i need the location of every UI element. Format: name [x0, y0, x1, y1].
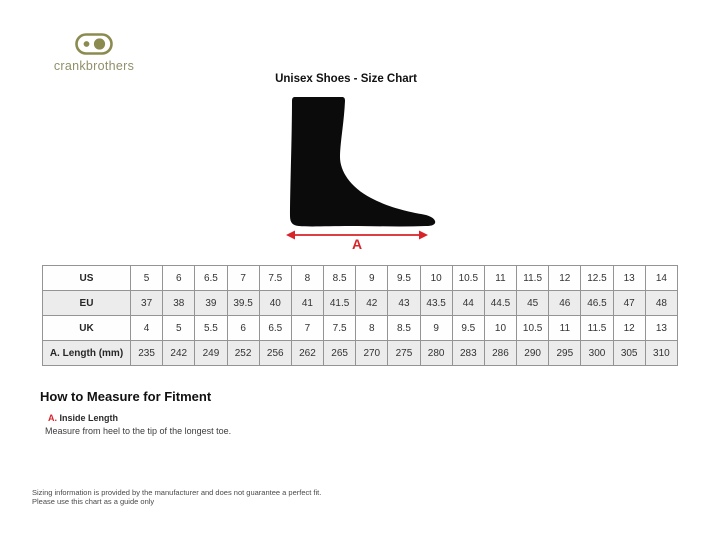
- size-cell: 48: [645, 291, 677, 316]
- size-table-row: [43, 291, 678, 316]
- pedal-icon: [75, 33, 113, 55]
- measure-item-description: Measure from heel to the tip of the longest toe.: [45, 426, 232, 436]
- footer-line-2: Please use this chart as a guide only: [32, 497, 155, 506]
- size-row-label: EU: [43, 291, 131, 316]
- size-cell: 6: [163, 266, 195, 291]
- brand-logo: [52, 33, 136, 73]
- size-table-body: [43, 266, 678, 366]
- size-cell: 43: [388, 291, 420, 316]
- size-cell: 10: [484, 316, 516, 341]
- size-cell: 4: [131, 316, 163, 341]
- size-cell: 40: [259, 291, 291, 316]
- size-cell: 10.5: [517, 316, 549, 341]
- size-cell: 10: [420, 266, 452, 291]
- measure-item-a: [45, 413, 231, 436]
- size-cell: 12: [613, 316, 645, 341]
- size-cell: 39.5: [227, 291, 259, 316]
- size-row-label: UK: [43, 316, 131, 341]
- size-cell: 41: [291, 291, 323, 316]
- page-title: Unisex Shoes - Size Chart: [275, 73, 417, 85]
- size-cell: 290: [517, 341, 549, 366]
- size-cell: 12: [549, 266, 581, 291]
- measure-section-heading: How to Measure for Fitment: [40, 389, 212, 404]
- foot-measurement-figure: [268, 95, 438, 257]
- size-row-label: A. Length (mm): [43, 341, 131, 366]
- size-cell: 14: [645, 266, 677, 291]
- size-cell: 283: [452, 341, 484, 366]
- size-cell: 6: [227, 316, 259, 341]
- footer-disclaimer: [32, 488, 321, 506]
- footer-line-1: Sizing information is provided by the manufacturer and does not guarantee a perfect fit.: [32, 488, 322, 497]
- length-arrow-label: A: [351, 236, 363, 252]
- size-cell: 280: [420, 341, 452, 366]
- size-cell: 262: [291, 341, 323, 366]
- size-cell: 11: [549, 316, 581, 341]
- size-cell: 7: [227, 266, 259, 291]
- size-row-label: US: [43, 266, 131, 291]
- size-cell: 242: [163, 341, 195, 366]
- size-cell: 8.5: [324, 266, 356, 291]
- size-cell: 305: [613, 341, 645, 366]
- size-table-row: [43, 316, 678, 341]
- size-cell: 9: [356, 266, 388, 291]
- size-cell: 9: [420, 316, 452, 341]
- size-cell: 10.5: [452, 266, 484, 291]
- size-cell: 275: [388, 341, 420, 366]
- size-table-row: [43, 266, 678, 291]
- size-cell: 5.5: [195, 316, 227, 341]
- size-cell: 300: [581, 341, 613, 366]
- size-cell: 47: [613, 291, 645, 316]
- size-cell: 235: [131, 341, 163, 366]
- size-cell: 5: [163, 316, 195, 341]
- size-cell: 249: [195, 341, 227, 366]
- size-cell: 8: [356, 316, 388, 341]
- foot-silhouette: [290, 97, 435, 226]
- size-cell: 9.5: [388, 266, 420, 291]
- size-cell: 310: [645, 341, 677, 366]
- size-cell: 37: [131, 291, 163, 316]
- size-cell: 11.5: [581, 316, 613, 341]
- size-cell: 11.5: [517, 266, 549, 291]
- size-cell: 9.5: [452, 316, 484, 341]
- size-cell: 286: [484, 341, 516, 366]
- measure-item-title-text: Inside Length: [57, 413, 119, 423]
- size-cell: 295: [549, 341, 581, 366]
- size-cell: 44: [452, 291, 484, 316]
- size-cell: 265: [324, 341, 356, 366]
- size-cell: 13: [645, 316, 677, 341]
- size-cell: 39: [195, 291, 227, 316]
- size-conversion-table: [42, 265, 678, 366]
- size-cell: 43.5: [420, 291, 452, 316]
- size-cell: 7.5: [324, 316, 356, 341]
- size-cell: 38: [163, 291, 195, 316]
- size-cell: 8.5: [388, 316, 420, 341]
- size-cell: 256: [259, 341, 291, 366]
- size-cell: 13: [613, 266, 645, 291]
- size-table-row: [43, 341, 678, 366]
- brand-name: crankbrothers: [53, 59, 135, 73]
- size-cell: 12.5: [581, 266, 613, 291]
- foot-silhouette-image: [268, 95, 438, 241]
- size-cell: 42: [356, 291, 388, 316]
- size-cell: 7: [291, 316, 323, 341]
- size-cell: 252: [227, 341, 259, 366]
- size-cell: 270: [356, 341, 388, 366]
- size-cell: 46: [549, 291, 581, 316]
- size-cell: 7.5: [259, 266, 291, 291]
- size-cell: 6.5: [195, 266, 227, 291]
- size-cell: 44.5: [484, 291, 516, 316]
- measure-item-title: [48, 413, 231, 423]
- size-cell: 8: [291, 266, 323, 291]
- size-cell: 6.5: [259, 316, 291, 341]
- size-cell: 11: [484, 266, 516, 291]
- size-cell: 45: [517, 291, 549, 316]
- size-cell: 41.5: [324, 291, 356, 316]
- size-cell: 5: [131, 266, 163, 291]
- measure-item-letter: A.: [48, 413, 57, 423]
- size-cell: 46.5: [581, 291, 613, 316]
